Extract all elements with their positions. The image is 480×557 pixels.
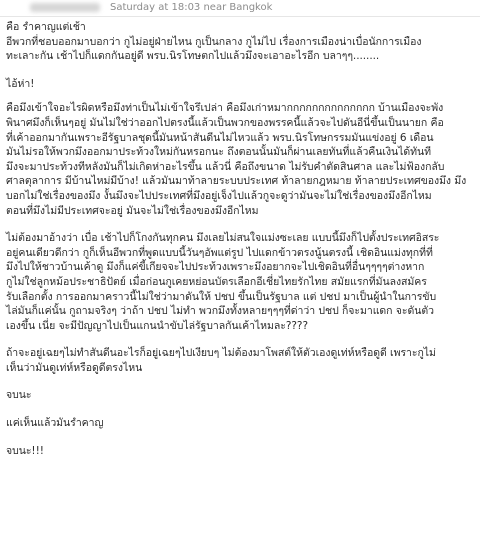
post-paragraph-end-1: จบนะ — [6, 389, 32, 402]
post-paragraph-closing: ถ้าจะอยู่เฉยๆไม่ทำสันดีนอะไรก็อยู่เฉยๆไปเงียบๆ ไม่ต้องมาโพสต์ให้ตัวเองดูเท่ห์หรือดูดี เพราะกูไม่ เห็นว่ามันดูเท่ห์หรือดูดีตรงไหน — [6, 347, 436, 374]
post-paragraph-exclaim: ไอ้ห่า! — [6, 77, 35, 90]
post-paragraph-rant: ไม่ต้องมาอ้างว่า เบื่อ เช้าไปก็โกงกันทุกคน มึงเลยไม่สนใจแม่งซะเลย แบบนี้มึงก็ไปตั้งประเทศอิสระ อยู่คนเดียวดีกว่า กูก็เห็นอีพวกที่พูดแบบนี้วันๆอัพแต่รูป ไปแดกข้าวตรงนู้นตรงนี้ เชิดอินแม่งทุกที่ที่ มึงไปให้ชาวบ้านเค้าดู มึงก็แค่ขี้เกียจจะไปประท้วงเพราะมึงอยากจะไปเชิดอินที่อื่นๆๆๆๆต่างหาก กูไม่ใช่ลูกหม้อประชาธิปัตย์ เมื่อก่อนกูเคยหย่อนบัตรเลือกอีเชี่ยไทยรักไทย สมัยแรกที่มันลงสมัคร รับเลือกตั้ง การออกมาคราวนี้ไม่ใช่ว่ามาดันให้ ปชป ขึ้นเป็นรัฐบาล แต่ ปชป มาเป็นผู้นำในการขับ ไล่มันก็แค่นั้น กูถามจริงๆ ว่าถ้า ปชป ไม่ทำ พวกมึงทั้งหลายๆๆๆที่ด่าว่า ปชป ก็จะมาแดก จะดันตัว เองขึ้น เนี่ย จะมีปัญญาไปเป็นแกนนำขับไล่รัฐบาลกันเค้าไหมละ???? — [6, 232, 440, 332]
post-meta-bar — [0, 0, 480, 17]
post-paragraph-end-3: จบนะ!!! — [6, 444, 44, 457]
post-body — [6, 20, 474, 471]
blurred-author-name — [30, 3, 100, 12]
post-paragraph-main: คือมึงเข้าใจอะไรผิดหรือมึงท่าเป็นไม่เข้าใจรึเปล่า คือมึงเก่าหมากกกกกกกกกกกกกก บ้านเมืองจะพัง พินาศมึงก็เห็นๆอยู่ มันไม่ใช่ว่าออกไปตรงนี้แล้วเป็นพวกของพรรคนี้แล้วจะไปดันอีนี่ขึ้นเป็นนายก คือ ที่เค้าออกมากันเพราะอีรัฐบาลชุดนี้มันหน้าสันดีนไม่ไหวแล้ว พรบ.นิรโทษกรรมมันแข่งอยู่ 6 เดือน มันไม่รอให้พวกมึงออกมาประท้วงใหม่กันหรอกนะ ถึงตอนนั้นมันก็ผ่านเลยทันที่แล้วคืนเงินได้ทันที มึงจะมาประท้วงทีหลังมันก็ไม่เกิดห่าอะไรขึ้น แล้วนี่ คือถึงขนาด ไม่รับคำตัดสินศาล และไม่ฟ้องกลับ ศาลตุลาการ มีบ้านไหม่มีบ้าง! แล้วมันมาท้าลายระบบประเทศ ท้าลายกฎหมาย ท้าลายประเทศของมึง มึง บอกไม่ใช่เรื่องของมึง งั้นมึงจะไปประเทศที่มึงอยู่เจ็งไปแล้วกูจะดูว่ามันจะไม่ใช่เรื่องของมึงอีกไหม ตอนที่มึงไม่มีประเทศจะอยู่ มันจะไม่ใช่เรื่องของมึงอีกไหม — [6, 102, 467, 217]
post-paragraph-intro: คือ รำคาญแต่เช้า อีพวกที่ชอบออกมาบอกว่า กูไม่อยู่ฝ่ายไหน กูเป็นกลาง กูไม่ไป เรื่องการเมืองน่าเบื่อนักการเมือง ทะเลาะกัน เช้าไปก็แดกกันอยู่ดี พรบ.นิรโทษตกไปแล้วมึงจะเอาอะไรอีก บลาๆๆ........ — [6, 21, 422, 63]
post-timestamp[interactable]: Saturday at 18:03 near Bangkok — [110, 2, 273, 13]
post-paragraph-end-2: แค่เห็นแล้วมันรำคาญ — [6, 417, 104, 430]
